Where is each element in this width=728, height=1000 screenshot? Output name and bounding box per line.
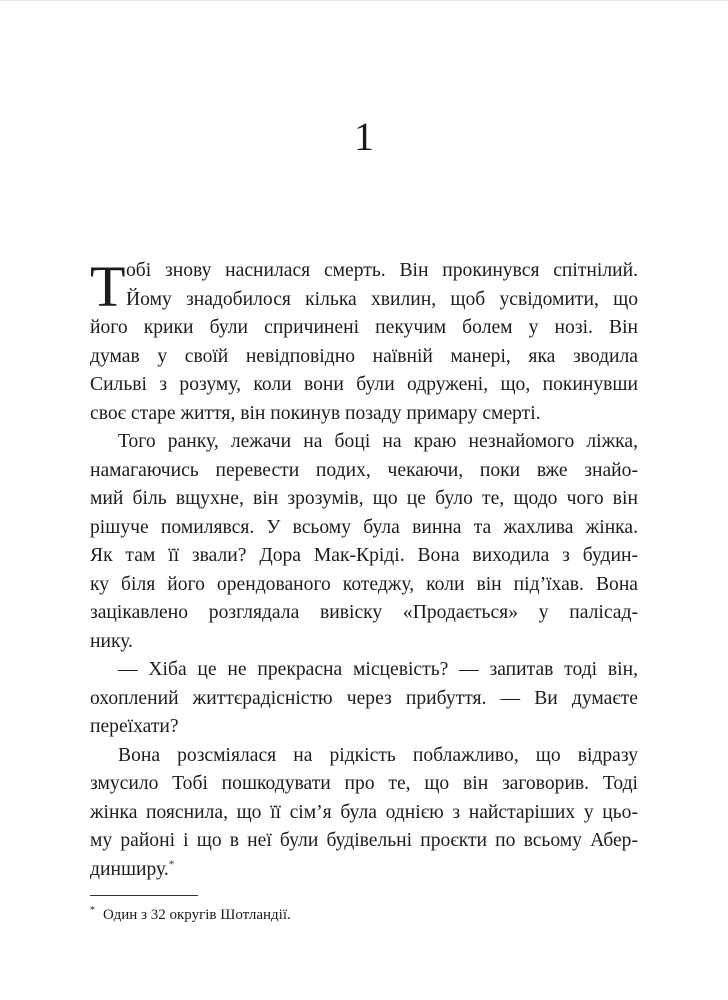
drop-cap: Т (90, 254, 126, 319)
text-line: зацікавлено розглядала вивіску «Продається» у палісад- (90, 602, 638, 623)
text-line: рішуче помилявся. У всьому була винна та жахлива жінка. (90, 516, 638, 538)
text-line: жінка пояснила, що її сім’я була однією з найстаріших у цьо- (90, 801, 638, 823)
text-line: нику. (90, 630, 133, 652)
text-line: Того ранку, лежачи на боці на краю незнайомого ліжка, (118, 431, 638, 452)
text-line: му районі і що в неї були будівельні проєкти по всьому Абер- (90, 830, 638, 851)
text-line: обі знову наснилася смерть. Він прокинувся спітнілий. (126, 260, 638, 281)
text-line: Йому знадобилося кілька хвилин, щоб усвідомити, що (126, 288, 638, 310)
text-line: змусило Тобі пошкодувати про те, що він заговорив. Тоді (90, 773, 638, 794)
footnote-marker: * (90, 905, 95, 916)
text-line: Вона розсміялася на рідкість поблажливо, що відразу (118, 744, 638, 766)
text-line: Сильві з розуму, коли вони були одружені, що, покинувши (90, 374, 638, 395)
text-line: мий біль вщухне, він зрозумів, що це було те, щодо чого він (90, 488, 638, 509)
chapter-number: 1 (354, 114, 374, 159)
footnote-divider (90, 895, 198, 896)
text-line: намагаючись перевести подих, чекаючи, поки вже знайо- (90, 459, 638, 481)
footnote-text: Один з 32 округів Шотландії. (103, 907, 291, 923)
text-line: його крики були спричинені пекучим болем у нозі. Він (90, 317, 638, 338)
footnote (90, 907, 291, 924)
text-line: охоплений життєрадісністю через прибуття. — Ви думаєте (90, 687, 638, 709)
text-line: ку біля його орендованого котеджу, коли він під’їхав. Вона (90, 573, 638, 595)
text-line: Як там її звали? Дора Мак-Кріді. Вона виходила з будин- (90, 545, 638, 566)
text-line: своє старе життя, він покинув позаду примару смерті. (90, 402, 541, 424)
text-line: переїхати? (90, 716, 179, 737)
text-line: думав у своїй невідповідно наївній манері, яка зводила (90, 345, 638, 367)
footnote-reference[interactable]: * (168, 857, 175, 870)
text-line-with-footnote-ref (90, 856, 638, 885)
text-line-content: динширу. (90, 858, 169, 880)
text-line: — Хіба це не прекрасна місцевість? — запитав тоді він, (118, 659, 638, 680)
body-text (90, 254, 638, 884)
